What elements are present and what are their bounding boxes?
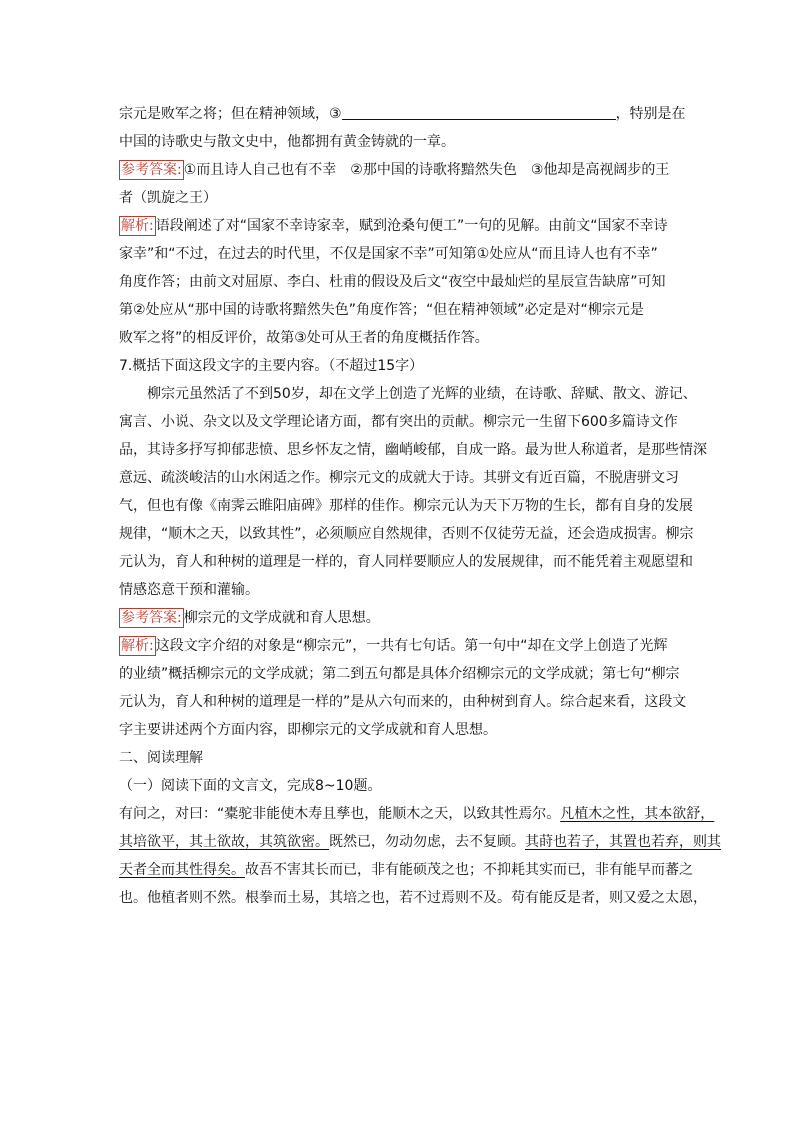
classical-text-line [119,800,715,828]
q7-analysis-line [119,632,675,660]
analysis-label: 解析: [121,218,154,234]
q6-analysis-line: 败军之将”的相反评价，故第③处可从王者的角度概括作答。 [119,330,489,346]
underlined-text: 凡植木之性，其本欲舒， [560,806,715,822]
underlined-text: 其莳也若子，其置也若弃，则其 [525,834,721,850]
section-heading: 二、阅读理解 [119,750,203,766]
q6-analysis-line: 角度作答；由前文对屈原、李白、杜甫的假设及后文“夜空中最灿烂的星辰宣告缺席”可知 [119,274,666,290]
q7-passage-line: 寓言、小说、杂文以及文学理论诸方面，都有突出的贡献。柳宗元一生留下600多篇诗文作 [119,414,678,430]
classical-text: 既然已，勿动勿虑，去不复顾。 [329,834,525,850]
q7-passage-line: 柳宗元虽然活了不到50岁，却在文学上创造了光辉的业绩，在诗歌、辞赋、散文、游记、 [147,386,697,402]
q7-title: 7.概括下面这段文字的主要内容。（不超过15字） [119,358,424,374]
analysis-label: 解析: [121,638,154,654]
q6-answer-line-1 [119,156,675,184]
q6-answer-line-2: 者（凯旋之王） [119,190,217,206]
section-subheading: （一）阅读下面的文言文，完成8~10题。 [119,778,382,794]
intro-line-1 [119,100,686,128]
intro-line-2: 中国的诗歌史与散文史中，他都拥有黄金铸就的一章。 [119,134,455,150]
analysis-text: 语段阐述了对“国家不幸诗家幸，赋到沧桑句便工”一句的见解。由前文“国家不幸诗 [155,218,668,234]
underlined-text: 其培欲平，其土欲故，其筑欲密。 [119,834,329,850]
q7-passage-line: 元认为，育人和种树的道理是一样的，育人同样要顺应人的发展规律，而不能凭着主观愿望和 [119,554,693,570]
underlined-text: 天者全而其性得矣。 [119,862,245,878]
intro-text: ，特别是在 [615,106,686,122]
q7-analysis-line: 的业绩”概括柳宗元的文学成就；第二到五句都是具体介绍柳宗元的文学成就；第七句“柳宗 [119,666,680,682]
q6-analysis-line [119,212,675,240]
answer-text: ②那中国的诗歌将黯然失色 [350,162,517,178]
classical-text: 有问之，对曰：“橐驼非能使木寿且孳也，能顺木之天，以致其性焉尔。 [119,806,561,822]
answer-label: 参考答案: [121,610,182,626]
answer-blank-3 [342,103,616,120]
classical-text-line: 也。他植者则不然。根拳而土易，其培之也，若不过焉则不及。苟有能反是者，则又爱之太恩， [119,890,707,906]
classical-text: 故吾不害其长而已，非有能硕茂之也；不抑耗其实而已，非有能早而蕃之 [245,862,693,878]
q6-analysis-line: 第②处应从“那中国的诗歌将黯然失色”角度作答；“但在精神领域”必定是对“柳宗元是 [119,302,644,318]
q7-analysis-line: 字主要讲述两个方面内容，即柳宗元的文学成就和育人思想。 [119,722,497,738]
q7-passage-line: 气，但也有像《南霁云睢阳庙碑》那样的佳作。柳宗元认为天下万物的生长，都有自身的发展 [119,498,693,514]
q7-answer-line [119,604,675,632]
analysis-text: 这段文字介绍的对象是“柳宗元”，一共有七句话。第一句中“却在文学上创造了光辉 [155,638,668,654]
q7-passage-line: 品，其诗多抒写抑郁悲愤、思乡怀友之情，幽峭峻郁，自成一路。最为世人称道者，是那些情深 [119,442,707,458]
q7-passage-line: 规律，“顺木之天，以致其性”，必须顺应自然规律，否则不仅徒劳无益，还会造成损害。柳宗 [119,526,694,542]
document-body [119,100,721,912]
intro-text: 宗元是败军之将；但在精神领域，③ [119,106,342,122]
classical-text-line [119,856,693,884]
q7-passage-line: 情感恣意干预和灌输。 [119,582,259,598]
answer-label: 参考答案: [121,162,182,178]
answer-text: ①而且诗人自己也有不幸 [183,162,337,178]
classical-text-line [119,828,721,856]
answer-text: ③他却是高视阔步的王 [530,162,670,178]
q7-analysis-line: 元认为，育人和种树的道理是一样的”是从六句而来的，由种树到育人。综合起来看，这段文 [119,694,687,710]
answer-text: 柳宗元的文学成就和育人思想。 [183,610,380,626]
q6-analysis-line: 家幸”和“不过，在过去的时代里，不仅是国家不幸”可知第①处应从“而且诗人也有不幸” [119,246,658,262]
q7-passage-line: 意远、疏淡峻洁的山水闲适之作。柳宗元文的成就大于诗。其骈文有近百篇，不脱唐骈文习 [119,470,679,486]
